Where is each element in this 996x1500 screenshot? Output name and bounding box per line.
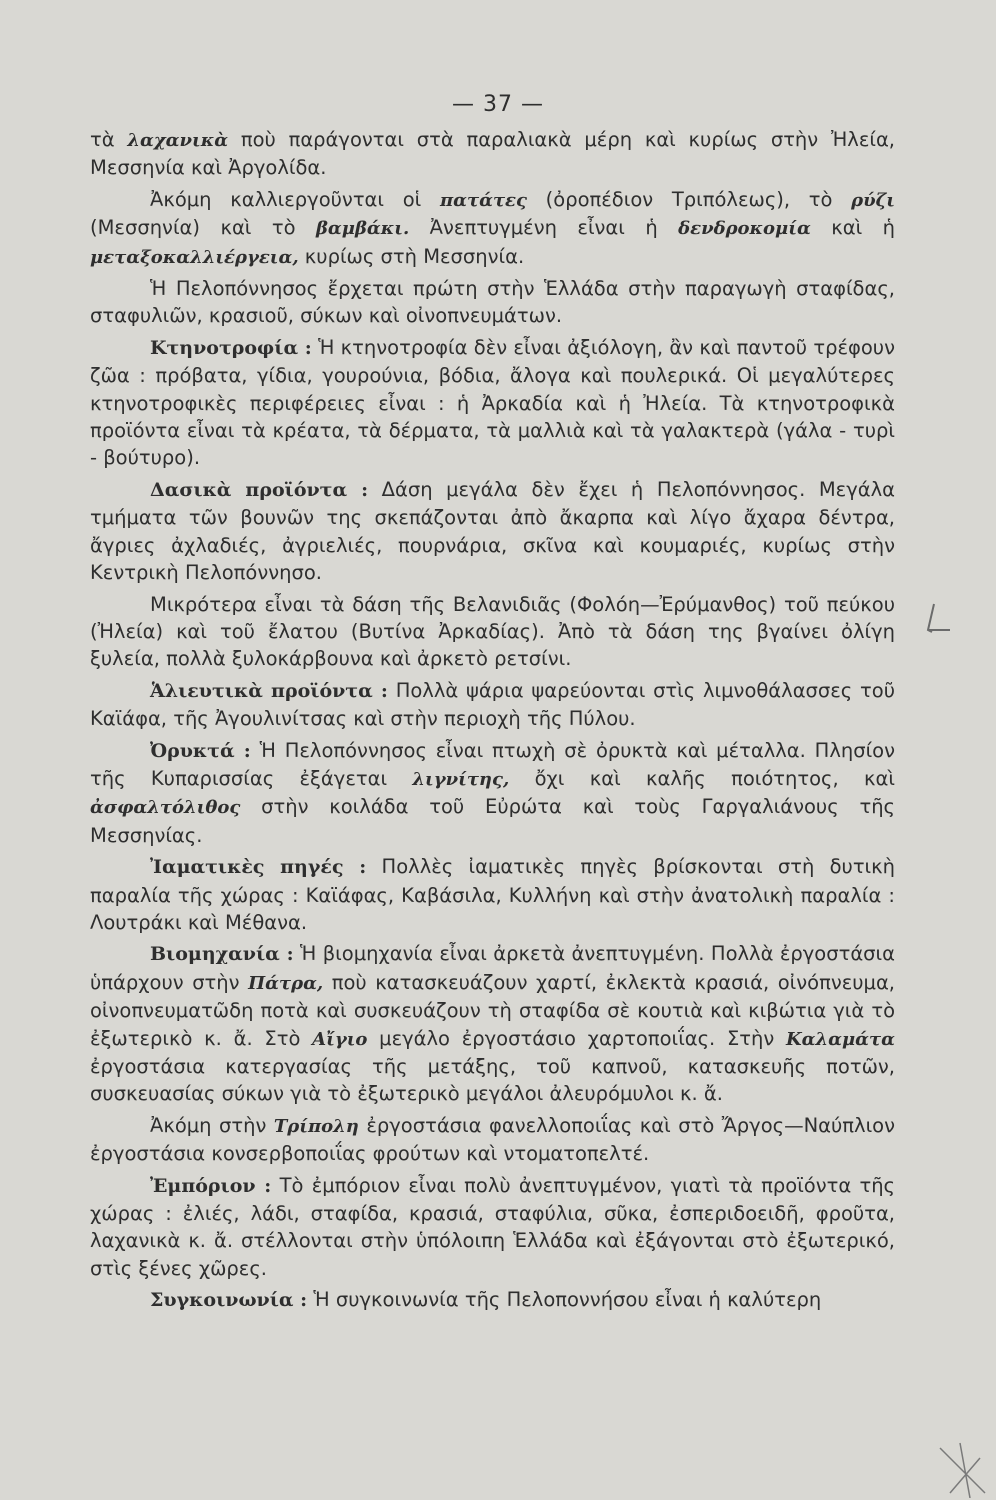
corner-scribble-icon [930,1438,990,1498]
paragraph-commerce [90,1172,895,1283]
text: (ὀροπέδιον Τριπόλεως), τὸ [526,187,852,211]
heading-forest-products: Δασικὰ προϊόντα : [150,478,369,501]
text: Ἀκόμη καλλιεργοῦνται οἱ [150,187,440,211]
text: Δάση μεγάλα δὲν ἔχει ἡ Πελοπόννησος. Μεγάλα τμήματα τῶν βουνῶν της σκεπάζονται ἀπὸ ἄκαρπα καὶ λίγο ἄχαρα δέντρα, ἄγριες ἀχλαδιές, ἀγριελιές, πουρνάρια, σκῖνα καὶ κουμαριές, κυρίως στὴν Κεντρικὴ Πελοπόννησο. [90,477,895,585]
heading-livestock: Κτηνοτροφία : [150,336,312,359]
paragraph-tripoli [90,1112,895,1168]
heading-springs: Ἰαματικὲς πηγές : [150,856,367,879]
paragraph-vegetables [90,126,895,182]
text: ποὺ κατασκευάζουν χαρτί, ἐκλεκτὰ κρασιά, οἰνόπνευμα, οἰνοπνευματῶδη ποτὰ καὶ συσκευάζουν τὴ σταφίδα σὲ κουτιὰ καὶ κιβώτια γιὰ τὸ ἐξωτερικὸ κ. ἄ. Στὸ [90,970,895,1050]
paragraph-crops [90,186,895,271]
term-lignite: λιγνίτης, [412,768,510,790]
heading-transport: Συγκοινωνία : [150,1289,308,1312]
heading-fishing: Ἁλιευτικὰ προϊόντα : [150,679,388,702]
paragraph-livestock [90,334,895,472]
text: κυρίως στὴ Μεσσηνία. [298,244,525,268]
term-patra: Πάτρα, [248,972,324,994]
paragraph-industry [90,940,895,1107]
term-tripoli: Τρίπολη [273,1115,359,1137]
text: Ἡ συγκοινωνία τῆς Πελοποννήσου εἶναι ἡ καλύτερη [307,1288,822,1312]
term-cotton: βαμβάκι. [315,218,410,240]
heading-minerals: Ὀρυκτά : [150,739,251,762]
term-rice: ρύζι [851,189,895,211]
text: τὰ [90,128,128,151]
text: καὶ ἡ [810,216,895,240]
term-potatoes: πατάτες [439,189,527,211]
paragraph-transport [90,1286,895,1314]
term-aigio: Αἴγιο [312,1028,368,1050]
text: ὄχι καὶ καλῆς ποιότητος, καὶ [509,766,895,790]
pencil-mark-icon [920,600,980,660]
text: Ἡ βιομηχανία εἶναι ἀρκετὰ ἀνεπτυγμένη. Πολλὰ ἐργοστάσια ὑπάρχουν στὴν [90,942,895,994]
paragraph-minerals [90,737,895,850]
text: Ἡ κτηνοτροφία δὲν εἶναι ἀξιόλογη, ἂν καὶ παντοῦ τρέφουν ζῶα : πρόβατα, γίδια, γουρούνια, βόδια, ἄλογα καὶ πουλερικά. Οἱ μεγαλύτερες κτηνοτροφικὲς περιφέρειες εἶναι : ἡ Ἀρκαδία καὶ ἡ Ἠλεία. Τὰ κτηνοτροφικὰ προϊόντα εἶναι τὰ κρέατα, τὰ δέρματα, τὰ μαλλιὰ καὶ τὰ γαλακτερὰ (γάλα - τυρὶ - βούτυρο). [90,335,895,470]
text: Τὸ ἐμπόριον εἶναι πολὺ ἀνεπτυγμένον, γιατὶ τὰ προϊόντα τῆς χώρας : ἐλιές, λάδι, σταφίδα, κρασιά, σταφύλια, σῦκα, ἐσπεριδοειδῆ, φροῦτα, λαχανικὰ κ. ἄ. στέλλονται στὴν ὑπόλοιπη Ἑλλάδα καὶ ἐξάγονται στὸ ἐξωτερικό, στὶς ξένες χῶρες. [90,1173,895,1280]
text: Ἀνεπτυγμένη εἶναι ἡ [409,216,679,240]
text: ἐργοστάσια κατεργασίας τῆς μετάξης, τοῦ καπνοῦ, κατασκευῆς ποτῶν, συσκευασίας σύκων γιὰ τὸ ἐξωτερικὸ μεγάλοι ἀλευρόμυλοι κ. ἄ. [90,1055,895,1106]
term-kalamata: Καλαμάτα [786,1028,895,1050]
text: Ἀκόμη στὴν [150,1113,274,1137]
text: Ἡ Πελοπόννησος εἶναι πτωχὴ σὲ ὀρυκτὰ καὶ μέταλλα. Πλησίον τῆς Κυπαρισσίας ἐξάγεται [90,738,895,790]
paragraph-raisins: Ἡ Πελοπόννησος ἔρχεται πρώτη στὴν Ἑλλάδα στὴν παραγωγὴ σταφίδας, σταφυλιῶν, κρασιοῦ, σύκων καὶ οἰνοπνευμάτων. [90,277,895,328]
text-body [90,126,895,1319]
text: ποὺ παράγονται στὰ παραλιακὰ μέρη καὶ κυρίως στὴν Ἠλεία, Μεσσηνία καὶ Ἀργολίδα. [90,128,896,180]
text: Πολλὰ ψάρια ψαρεύονται στὶς λιμνοθάλασσες τοῦ Καϊάφα, τῆς Ἀγουλινίτσας καὶ στὴν περιοχὴ τῆς Πύλου. [90,678,895,731]
heading-commerce: Ἐμπόριον : [150,1174,272,1197]
text: ἐργοστάσια φανελλοποιΐας καὶ στὸ Ἄργος—Ναύπλιον ἐργοστάσια κονσερβοποιΐας φρούτων καὶ ντοματοπελτέ. [90,1113,895,1166]
text: μεγάλο ἐργοστάσιο χαρτοποιΐας. Στὴν [367,1026,787,1050]
paragraph-forest-products [90,476,895,587]
page-number: — 37 — [452,92,544,117]
term-arboriculture: δενδροκομία [678,218,811,240]
term-vegetables: λαχανικὰ [127,130,229,151]
term-asphalt: ἀσφαλτόλιθος [90,797,241,819]
heading-industry: Βιομηχανία : [150,943,294,966]
paragraph-forests: Μικρότερα εἶναι τὰ δάση τῆς Βελανιδιᾶς (Φολόη—Ἐρύμανθος) τοῦ πεύκου (Ἠλεία) καὶ τοῦ ἔλατου (Βυτίνα Ἀρκαδίας). Ἀπὸ τὰ δάση της βγαίνει ὀλίγη ξυλεία, πολλὰ ξυλοκάρβουνα καὶ ἀρκετὸ ρετσίνι. [90,592,895,671]
text: (Μεσσηνία) καὶ τὸ [90,216,316,240]
text: στὴν κοιλάδα τοῦ Εὐρώτα καὶ τοὺς Γαργαλιάνους τῆς Μεσσηνίας. [90,795,895,847]
paragraph-springs [90,853,895,936]
text: Πολλὲς ἰαματικὲς πηγὲς βρίσκονται στὴ δυτικὴ παραλία τῆς χώρας : Καϊάφας, Καβάσιλα, Κυλλήνη καὶ στὴν ἀνατολικὴ παραλία : Λουτράκι καὶ Μέθανα. [90,855,896,934]
term-sericulture: μεταξοκαλλιέργεια, [90,246,299,268]
paragraph-fishing [90,677,895,733]
